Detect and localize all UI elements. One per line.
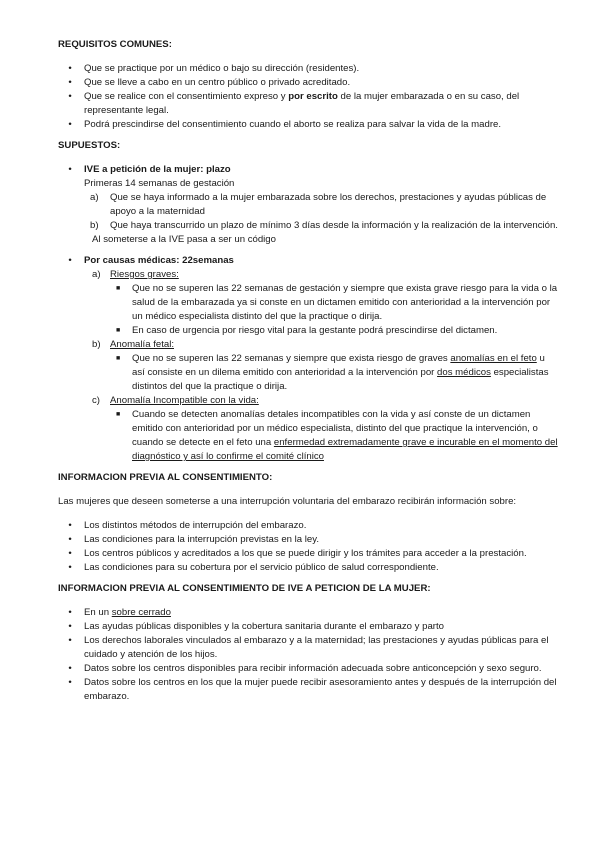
bullet-icon: • [68, 663, 72, 674]
bullet-icon: • [68, 91, 72, 102]
list-item: • Las condiciones para la interrupción previstas en la ley. [58, 533, 558, 547]
bullet-icon: • [68, 164, 72, 175]
bullet-icon: • [68, 635, 72, 646]
list-item: ■ Que no se superen las 22 semanas y siempre que exista riesgo de graves anomalías en el feto u así consiste en un dilema emitido con anterioridad a la intervención por dos médicos especialistas distintos del que la practique o dirija. [116, 353, 549, 392]
bullet-icon: • [68, 77, 72, 88]
section-heading-requisitos: REQUISITOS COMUNES: [58, 39, 172, 50]
list-item: • Los centros públicos y acreditados a los que se puede dirigir y los trámites para acceder a la prestación. [58, 547, 558, 561]
sublist-item: c) Anomalía Incompatible con la vida: ■ Cuando se detecten anomalías detales incompatibles con la vida y así conste de un dictamen emitido con anterioridad por un médico especialista, distinto del que practique la intervención, o cuando se detecte en el feto una enfermedad extremadamente grave e incurable en el momento del diagnóstico y así lo confirme el comité clínico [92, 395, 558, 462]
medicas-list [58, 254, 558, 464]
bullet-icon: • [68, 255, 72, 266]
bullet-icon: • [68, 562, 72, 573]
list-item: • Los derechos laborales vinculados al embarazo y a la maternidad; las prestaciones y ayudas públicas para el cuidado y atención de los hijos. [58, 634, 558, 662]
bullet-icon: • [68, 63, 72, 74]
list-item: ■ En caso de urgencia por riesgo vital para la gestante podrá prescindirse del dictamen. [116, 325, 498, 336]
bullet-icon: • [68, 520, 72, 531]
medicas-sublist [84, 268, 558, 464]
square-bullet-icon: ■ [116, 355, 121, 362]
bullet-icon: • [68, 119, 72, 130]
list-item: ■ Que no se superen las 22 semanas de gestación y siempre que exista grave riesgo para la vida o la salud de la embarazada ya si conste en un dictamen emitido con anterioridad a la intervención por un médico especialista distinto del que la practique o dirija. [116, 283, 558, 322]
bullet-icon: • [68, 677, 72, 688]
list-item-ive: • IVE a petición de la mujer: plazo [58, 163, 558, 177]
list-item: • En un sobre cerrado [58, 606, 558, 620]
list-item: • Que se realice con el consentimiento expreso y por escrito de la mujer embarazada o en su caso, del representante legal. [58, 90, 558, 118]
list-item: • Datos sobre los centros en los que la mujer puede recibir asesoramiento antes y después de la interrupción del embarazo. [58, 676, 558, 704]
ive-note: Al someterse a la IVE pasa a ser un código [92, 234, 276, 245]
sublist-item: b) Anomalía fetal: ■ Que no se superen las 22 semanas y siempre que exista riesgo de graves anomalías en el feto u así consiste en un dilema emitido con anterioridad a la intervención por dos médicos especialistas distintos del que la practique o dirija. [84, 338, 558, 394]
square-bullet-icon: ■ [116, 285, 121, 292]
bullet-icon: • [68, 621, 72, 632]
square-bullet-icon: ■ [116, 327, 121, 334]
informacion-ive-list [58, 606, 558, 704]
bullet-icon: • [68, 607, 72, 618]
informacion-intro: Las mujeres que deseen someterse a una interrupción voluntaria del embarazo recibirán información sobre: [58, 496, 517, 507]
bullet-icon: • [68, 548, 72, 559]
ive-sublist [58, 191, 558, 233]
sublist-item: a) Que se haya informado a la mujer embarazada sobre los derechos, prestaciones y ayudas públicas de apoyo a la maternidad [90, 192, 547, 217]
document-page [58, 38, 558, 704]
supuestos-list [58, 163, 558, 177]
list-item: • Datos sobre los centros disponibles para recibir información adecuada sobre anticoncepción y sexo seguro. [58, 662, 558, 676]
list-item: • Las ayudas públicas disponibles y la cobertura sanitaria durante el embarazo y parto [58, 620, 558, 634]
list-item: • Que se practique por un médico o bajo su dirección (residentes). [58, 62, 558, 76]
sublist-item: b) Que haya transcurrido un plazo de mínimo 3 días desde la información y la realización de la intervención. [90, 220, 558, 231]
list-item: • Los distintos métodos de interrupción del embarazo. [58, 519, 558, 533]
section-heading-informacion-ive: INFORMACION PREVIA AL CONSENTIMIENTO DE IVE A PETICION DE LA MUJER: [58, 583, 431, 594]
informacion-list [58, 519, 558, 575]
sublist-item: a) Riesgos graves: ■ Que no se superen las 22 semanas de gestación y siempre que exista grave riesgo para la vida o la salud de la embarazada ya si conste en un dictamen emitido con anterioridad a la intervención por un médico especialista distinto del que la practique o dirija. ■ En caso de urgencia por riesgo vital para la gestante podrá prescindirse del dictamen. [92, 269, 558, 336]
list-item: • Podrá prescindirse del consentimiento cuando el aborto se realiza para salvar la vida de la madre. [58, 118, 558, 132]
list-item-medicas: • Por causas médicas: 22semanas a) Riesgos graves: ■ Que no se superen las 22 semanas de gestación y siempre que exista grave riesgo para la vida o la salud de la embarazada ya si conste en un dictamen emitido con anterioridad a la intervención por un médico especialista distinto del que la practique o dirija. ■ En caso de urgencia por riesgo vital para la gestante podrá prescindirse del dictamen. b) Anomalía fetal: ■ Que no se superen las 22 semanas y siempre que exista riesgo de graves anomalías en el feto u así consiste en un dilema emitido con anterioridad a la intervención por dos médicos especialistas distintos del que la practique o dirija. c) Anomalía Incompatible con la vida: ■ Cuando se detecten anomalías detales incompatibles con la vida y así conste de un dictamen emitido con anterioridad por un médico especialista, distinto del que practique la intervención, o cuando se detecte en el feto una enfermedad extremadamente grave e incurable en el momento del diagnóstico y así lo confirme el comité clínico [58, 254, 558, 464]
bullet-icon: • [68, 534, 72, 545]
list-item: • Que se lleve a cabo en un centro público o privado acreditado. [58, 76, 558, 90]
ive-subtitle: Primeras 14 semanas de gestación [84, 178, 235, 189]
square-bullet-icon: ■ [116, 411, 121, 418]
list-item: • Las condiciones para su cobertura por el servicio público de salud correspondiente. [58, 561, 558, 575]
section-heading-informacion: INFORMACION PREVIA AL CONSENTIMIENTO: [58, 472, 273, 483]
requisitos-list [58, 62, 558, 132]
section-heading-supuestos: SUPUESTOS: [58, 140, 121, 151]
list-item: ■ Cuando se detecten anomalías detales incompatibles con la vida y así conste de un dictamen emitido con anterioridad por un médico especialista, distinto del que practique la intervención, o cuando se detecte en el feto una enfermedad extremadamente grave e incurable en el momento del diagnóstico y así lo confirme el comité clínico [116, 409, 558, 462]
